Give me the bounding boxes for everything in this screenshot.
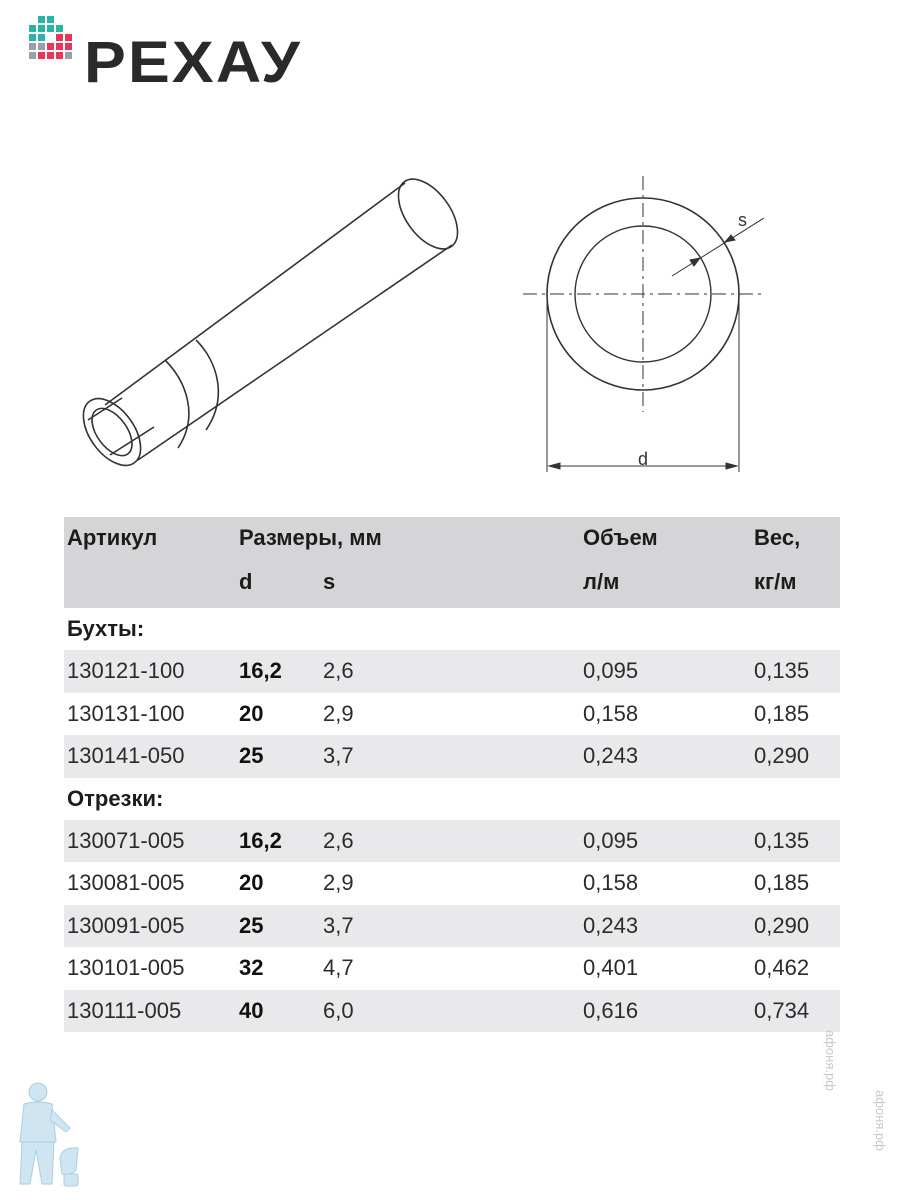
cell-s: 2,6 [323, 658, 354, 683]
cell-volume: 0,616 [583, 997, 639, 1023]
cell-weight: 0,135 [754, 827, 810, 853]
cell-d: 32 [239, 955, 264, 980]
cell-s: 2,9 [323, 870, 354, 895]
cell-weight: 0,135 [754, 658, 810, 683]
watermark-text: афоня.рф [873, 1090, 888, 1151]
cell-weight: 0,290 [754, 912, 810, 938]
cell-article: 130101-005 [67, 955, 185, 980]
table-row [64, 693, 840, 736]
pipe-perspective-icon [72, 169, 469, 476]
label-d: d [638, 449, 649, 469]
header-weight: Вес, [754, 525, 801, 550]
cell-d: 25 [239, 743, 264, 768]
cell-volume: 0,095 [583, 827, 639, 853]
section-title-cuts: Отрезки: [67, 785, 164, 811]
cell-s: 6,0 [323, 997, 354, 1023]
cell-d: 40 [239, 997, 264, 1023]
label-s: s [738, 210, 747, 230]
cell-weight: 0,462 [754, 955, 810, 980]
cell-article: 130071-005 [67, 827, 185, 853]
cell-article: 130111-005 [67, 997, 182, 1023]
table-row [64, 947, 840, 990]
cell-article: 130081-005 [67, 870, 185, 895]
header-article: Артикул [67, 525, 158, 550]
table-header [64, 517, 840, 608]
plumber-mascot-icon [8, 1080, 86, 1195]
cell-volume: 0,095 [583, 658, 639, 683]
cell-d: 16,2 [239, 827, 282, 853]
header-weight-unit: кг/м [754, 569, 797, 594]
header-volume-unit: л/м [583, 569, 620, 594]
cell-article: 130091-005 [67, 912, 185, 938]
cell-volume: 0,401 [583, 955, 639, 980]
cell-s: 3,7 [323, 743, 354, 768]
cell-d: 25 [239, 912, 264, 938]
table-row [64, 862, 840, 905]
section-title [64, 778, 840, 820]
header-volume: Объем [583, 525, 658, 550]
cell-weight: 0,290 [754, 743, 810, 768]
cell-s: 4,7 [323, 955, 354, 980]
logo-grid-icon [26, 16, 76, 66]
pipe-spec-table [64, 517, 840, 1032]
watermark-text: афоня.рф [823, 1030, 838, 1091]
cell-weight: 0,734 [754, 997, 810, 1023]
cell-s: 3,7 [323, 912, 354, 938]
pipe-drawing [60, 150, 780, 490]
cell-volume: 0,158 [583, 870, 639, 895]
table-row [64, 820, 840, 863]
cell-volume: 0,158 [583, 700, 639, 726]
cell-article: 130141-050 [67, 743, 185, 768]
cell-article: 130131-100 [67, 700, 185, 726]
table-row [64, 905, 840, 948]
cell-volume: 0,243 [583, 743, 639, 768]
cell-article: 130121-100 [67, 658, 185, 683]
cell-s: 2,9 [323, 700, 354, 726]
header-sizes: Размеры, мм [239, 525, 382, 550]
brand-logo [26, 16, 302, 96]
cell-weight: 0,185 [754, 870, 810, 895]
brand-name: РЕХАУ [84, 30, 302, 95]
pipe-cross-section-icon [523, 176, 764, 472]
table-row [64, 735, 840, 778]
cell-volume: 0,243 [583, 912, 639, 938]
header-s: s [323, 569, 336, 594]
cell-d: 20 [239, 700, 264, 726]
cell-d: 16,2 [239, 658, 282, 683]
cell-d: 20 [239, 870, 264, 895]
table-row [64, 990, 840, 1033]
cell-s: 2,6 [323, 827, 354, 853]
header-d: d [239, 569, 253, 594]
section-title [64, 608, 840, 650]
table-row [64, 650, 840, 693]
section-title-coils: Бухты: [67, 616, 145, 641]
cell-weight: 0,185 [754, 700, 810, 726]
